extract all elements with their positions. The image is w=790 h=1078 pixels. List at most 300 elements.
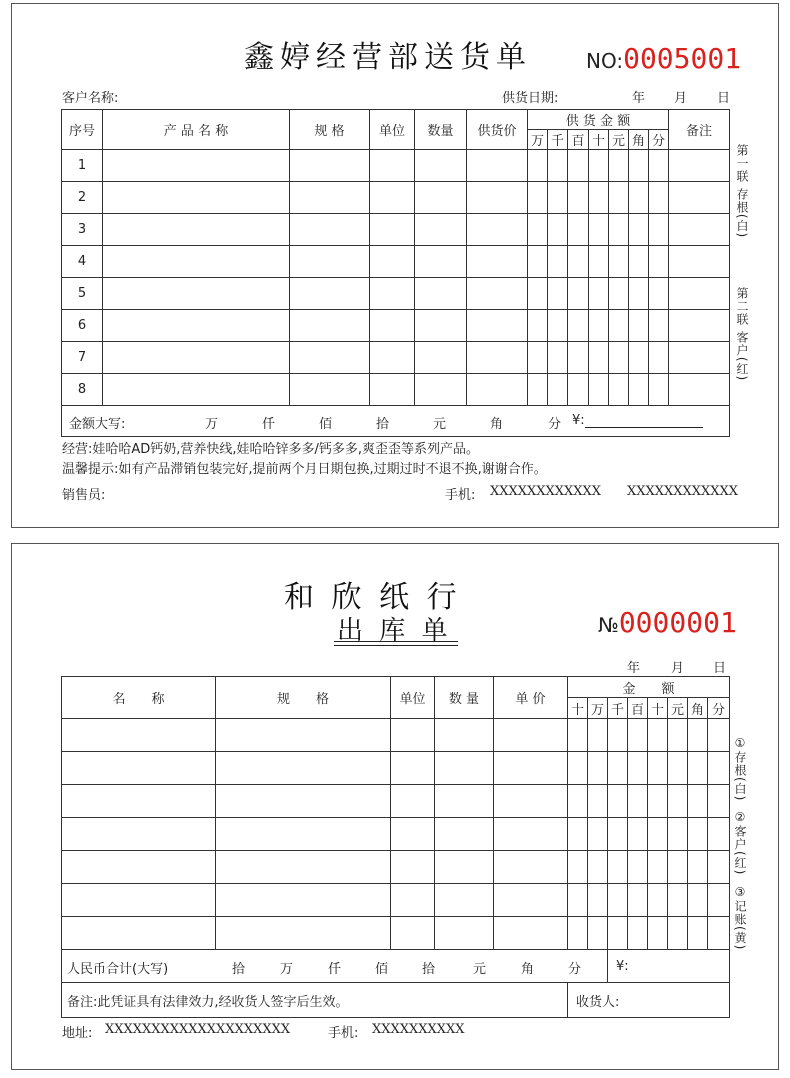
digit-header: 分 (708, 698, 730, 719)
total-yen-cell[interactable] (608, 950, 730, 983)
entry-cell[interactable] (370, 310, 415, 342)
table-row (62, 785, 730, 818)
form-subtitle: 出 库 单 (337, 616, 452, 646)
entry-cell[interactable] (669, 182, 730, 214)
digit-header: 万 (528, 130, 548, 150)
entry-cell[interactable] (548, 310, 568, 342)
entry-cell[interactable] (370, 342, 415, 374)
header-remark: 备注 (669, 110, 730, 150)
digit-header: 分 (649, 130, 669, 150)
entry-cell[interactable] (216, 851, 391, 884)
entry-cell[interactable] (370, 278, 415, 310)
entry-cell[interactable] (628, 785, 648, 818)
row-number: 1 (62, 150, 103, 182)
serial-label: № (598, 613, 619, 637)
entry-cell[interactable] (688, 917, 708, 950)
entry-cell[interactable] (568, 342, 589, 374)
entry-cell[interactable] (609, 342, 629, 374)
total-unit: 元 (433, 417, 447, 432)
entry-cell[interactable] (370, 374, 415, 406)
entry-cell[interactable] (668, 851, 688, 884)
entry-cell[interactable] (628, 818, 648, 851)
total-unit: 佰 (319, 417, 333, 432)
digit-header: 千 (548, 130, 568, 150)
header-spec: 规 格 (216, 677, 391, 719)
entry-cell[interactable] (609, 182, 629, 214)
entry-cell[interactable] (568, 917, 588, 950)
entry-cell[interactable] (588, 785, 608, 818)
entry-cell[interactable] (568, 246, 589, 278)
entry-cell[interactable] (629, 310, 649, 342)
entry-cell[interactable] (290, 246, 370, 278)
entry-cell[interactable] (415, 246, 467, 278)
entry-cell[interactable] (589, 214, 609, 246)
subtitle-underline (334, 641, 458, 642)
entry-cell[interactable] (629, 182, 649, 214)
header-price: 单 价 (494, 677, 568, 719)
row-number: 6 (62, 310, 103, 342)
table-row (62, 150, 730, 182)
phone-number: XXXXXXXXXX (372, 1022, 465, 1037)
entry-cell[interactable] (648, 884, 668, 917)
entry-cell[interactable] (648, 719, 668, 752)
table-row (62, 278, 730, 310)
entry-cell[interactable] (370, 150, 415, 182)
entry-cell[interactable] (528, 182, 548, 214)
remark-cell: 备注:此凭证具有法律效力,经收货人签字后生效。 (62, 983, 568, 1018)
header-qty: 数 量 (435, 677, 494, 719)
entry-cell[interactable] (435, 752, 494, 785)
entry-cell[interactable] (435, 719, 494, 752)
entry-cell[interactable] (589, 374, 609, 406)
digit-header: 百 (628, 698, 648, 719)
entry-cell[interactable] (669, 374, 730, 406)
entry-cell[interactable] (708, 752, 730, 785)
total-unit: 分 (548, 417, 562, 432)
entry-cell[interactable] (370, 246, 415, 278)
copy-label-2: 第二联 客户(红) (735, 287, 749, 382)
entry-cell[interactable] (290, 150, 370, 182)
entry-cell[interactable] (608, 818, 628, 851)
entry-cell[interactable] (528, 374, 548, 406)
row-number: 2 (62, 182, 103, 214)
entry-cell[interactable] (494, 884, 568, 917)
entry-cell[interactable] (391, 884, 435, 917)
entry-cell[interactable] (216, 785, 391, 818)
entry-cell[interactable] (648, 785, 668, 818)
entry-cell[interactable] (467, 374, 528, 406)
row-number: 5 (62, 278, 103, 310)
items-table (61, 109, 730, 437)
entry-cell[interactable] (668, 752, 688, 785)
entry-cell[interactable] (648, 818, 668, 851)
copy-label-3: ③记账(黄) (733, 885, 747, 951)
entry-cell[interactable] (103, 278, 290, 310)
form-title: 鑫婷经营部送货单 (244, 40, 532, 75)
address-value: XXXXXXXXXXXXXXXXXXXX (105, 1022, 291, 1037)
digit-header: 百 (568, 130, 589, 150)
phone-number-1: XXXXXXXXXXXX (490, 484, 602, 499)
entry-cell[interactable] (568, 214, 589, 246)
phone-label: 手机: (445, 488, 476, 503)
yen-label: ¥: (572, 413, 585, 428)
serial-number (598, 606, 737, 639)
entry-cell[interactable] (290, 342, 370, 374)
entry-cell[interactable] (467, 150, 528, 182)
digit-header: 十 (568, 698, 588, 719)
entry-cell[interactable] (548, 278, 568, 310)
entry-cell[interactable] (568, 150, 589, 182)
entry-cell[interactable] (528, 214, 548, 246)
entry-cell[interactable] (668, 917, 688, 950)
entry-cell[interactable] (649, 342, 669, 374)
entry-cell[interactable] (103, 150, 290, 182)
yen-label: ¥: (616, 958, 629, 974)
entry-cell[interactable] (589, 278, 609, 310)
entry-cell[interactable] (415, 278, 467, 310)
entry-cell[interactable] (467, 278, 528, 310)
entry-cell[interactable] (62, 752, 216, 785)
entry-cell[interactable] (290, 278, 370, 310)
entry-cell[interactable] (548, 182, 568, 214)
entry-cell[interactable] (415, 310, 467, 342)
entry-cell[interactable] (290, 182, 370, 214)
entry-cell[interactable] (608, 785, 628, 818)
customer-name-label: 客户名称: (62, 91, 119, 106)
delivery-note-form (11, 3, 779, 528)
entry-cell[interactable] (62, 884, 216, 917)
entry-cell[interactable] (435, 884, 494, 917)
header-spec: 规 格 (290, 110, 370, 150)
entry-cell[interactable] (528, 342, 548, 374)
entry-cell[interactable] (589, 150, 609, 182)
entry-cell[interactable] (588, 917, 608, 950)
entry-cell[interactable] (568, 884, 588, 917)
row-number: 3 (62, 214, 103, 246)
serial-value: 0000001 (618, 606, 737, 639)
total-unit: 拾 (422, 962, 436, 977)
total-unit: 分 (568, 962, 582, 977)
entry-cell[interactable] (415, 342, 467, 374)
entry-cell[interactable] (467, 342, 528, 374)
entry-cell[interactable] (494, 752, 568, 785)
entry-cell[interactable] (629, 342, 649, 374)
phone-number-2: XXXXXXXXXXXX (627, 484, 739, 499)
total-unit: 仟 (262, 417, 276, 432)
entry-cell[interactable] (435, 917, 494, 950)
entry-cell[interactable] (708, 917, 730, 950)
entry-cell[interactable] (629, 246, 649, 278)
header-unit: 单位 (370, 110, 415, 150)
entry-cell[interactable] (588, 818, 608, 851)
entry-cell[interactable] (688, 719, 708, 752)
date-year: 年 (632, 91, 646, 106)
header-qty: 数量 (415, 110, 467, 150)
serial-value: 0005001 (623, 42, 742, 75)
entry-cell[interactable] (568, 182, 589, 214)
entry-cell[interactable] (588, 752, 608, 785)
entry-cell[interactable] (62, 719, 216, 752)
digit-header: 千 (608, 698, 628, 719)
total-unit: 角 (521, 962, 535, 977)
entry-cell[interactable] (548, 150, 568, 182)
entry-cell[interactable] (649, 182, 669, 214)
table-row (62, 719, 730, 752)
entry-cell[interactable] (435, 785, 494, 818)
entry-cell[interactable] (62, 851, 216, 884)
entry-cell[interactable] (649, 374, 669, 406)
total-unit: 拾 (376, 417, 390, 432)
entry-cell[interactable] (609, 278, 629, 310)
entry-cell[interactable] (391, 719, 435, 752)
digit-header: 万 (588, 698, 608, 719)
row-number: 4 (62, 246, 103, 278)
entry-cell[interactable] (216, 917, 391, 950)
entry-cell[interactable] (688, 851, 708, 884)
total-unit: 佰 (375, 962, 389, 977)
total-unit: 元 (473, 962, 487, 977)
total-yen-label (572, 413, 703, 428)
entry-cell[interactable] (103, 374, 290, 406)
entry-cell[interactable] (628, 884, 648, 917)
entry-cell[interactable] (568, 752, 588, 785)
entry-cell[interactable] (216, 884, 391, 917)
total-unit: 万 (280, 962, 294, 977)
entry-cell[interactable] (608, 884, 628, 917)
entry-cell[interactable] (528, 310, 548, 342)
entry-cell[interactable] (668, 785, 688, 818)
entry-cell[interactable] (609, 310, 629, 342)
entry-cell[interactable] (649, 150, 669, 182)
entry-cell[interactable] (628, 851, 648, 884)
entry-cell[interactable] (370, 182, 415, 214)
date-month: 月 (674, 91, 688, 106)
entry-cell[interactable] (669, 246, 730, 278)
entry-cell[interactable] (668, 818, 688, 851)
entry-cell[interactable] (708, 719, 730, 752)
entry-cell[interactable] (588, 851, 608, 884)
total-unit: 角 (490, 417, 504, 432)
subtitle-underline (334, 645, 458, 646)
entry-cell[interactable] (589, 182, 609, 214)
entry-cell[interactable] (494, 851, 568, 884)
entry-cell[interactable] (608, 917, 628, 950)
entry-cell[interactable] (391, 917, 435, 950)
entry-cell[interactable] (391, 752, 435, 785)
business-note: 经营:娃哈哈AD钙奶,营养快线,娃哈哈锌多多/钙多多,爽歪歪等系列产品。 (62, 442, 480, 457)
total-row (62, 950, 608, 983)
entry-cell[interactable] (688, 785, 708, 818)
entry-cell[interactable] (609, 246, 629, 278)
total-in-words-label: 人民币合计(大写) (67, 962, 169, 977)
entry-cell[interactable] (548, 214, 568, 246)
entry-cell[interactable] (649, 214, 669, 246)
total-unit: 拾 (232, 962, 246, 977)
entry-cell[interactable] (103, 182, 290, 214)
entry-cell[interactable] (216, 818, 391, 851)
entry-cell[interactable] (648, 851, 668, 884)
entry-cell[interactable] (103, 246, 290, 278)
entry-cell[interactable] (688, 884, 708, 917)
serial-number (586, 42, 741, 75)
table-row (62, 342, 730, 374)
supply-date-label: 供货日期: (502, 91, 559, 106)
entry-cell[interactable] (568, 374, 589, 406)
entry-cell[interactable] (548, 342, 568, 374)
entry-cell[interactable] (609, 374, 629, 406)
entry-cell[interactable] (649, 310, 669, 342)
entry-cell[interactable] (370, 214, 415, 246)
entry-cell[interactable] (568, 785, 588, 818)
header-name: 名 称 (62, 677, 216, 719)
items-table (61, 676, 730, 1018)
entry-cell[interactable] (528, 246, 548, 278)
entry-cell[interactable] (415, 182, 467, 214)
entry-cell[interactable] (494, 719, 568, 752)
entry-cell[interactable] (588, 884, 608, 917)
entry-cell[interactable] (568, 310, 589, 342)
header-amount: 金 额 (568, 677, 730, 698)
header-seq: 序号 (62, 110, 103, 150)
entry-cell[interactable] (648, 752, 668, 785)
entry-cell[interactable] (629, 214, 649, 246)
total-in-words-label: 金额大写: (69, 417, 126, 432)
entry-cell[interactable] (62, 818, 216, 851)
entry-cell[interactable] (103, 214, 290, 246)
entry-cell[interactable] (628, 719, 648, 752)
entry-cell[interactable] (62, 785, 216, 818)
copy-label-1: ①存根(白) (733, 736, 747, 802)
entry-cell[interactable] (415, 214, 467, 246)
table-row (62, 917, 730, 950)
entry-cell[interactable] (708, 851, 730, 884)
reminder-note: 温馨提示:如有产品滞销包装完好,提前两个月日期包换,过期过时不退不换,谢谢合作。 (62, 462, 547, 477)
row-number: 7 (62, 342, 103, 374)
entry-cell[interactable] (608, 719, 628, 752)
entry-cell[interactable] (494, 917, 568, 950)
entry-cell[interactable] (568, 278, 589, 310)
header-amount: 供 货 金 额 (528, 110, 669, 130)
digit-header: 角 (688, 698, 708, 719)
entry-cell[interactable] (708, 785, 730, 818)
entry-cell[interactable] (548, 374, 568, 406)
salesperson-label: 销售员: (62, 488, 106, 503)
entry-cell[interactable] (103, 342, 290, 374)
entry-cell[interactable] (435, 818, 494, 851)
total-row (62, 406, 730, 437)
table-row (62, 374, 730, 406)
entry-cell[interactable] (669, 278, 730, 310)
entry-cell[interactable] (548, 246, 568, 278)
entry-cell[interactable] (588, 719, 608, 752)
table-row (62, 752, 730, 785)
entry-cell[interactable] (467, 214, 528, 246)
entry-cell[interactable] (668, 884, 688, 917)
serial-label: NO: (586, 49, 624, 73)
entry-cell[interactable] (528, 278, 548, 310)
entry-cell[interactable] (649, 278, 669, 310)
entry-cell[interactable] (708, 818, 730, 851)
entry-cell[interactable] (589, 342, 609, 374)
entry-cell[interactable] (669, 342, 730, 374)
entry-cell[interactable] (391, 818, 435, 851)
entry-cell[interactable] (216, 752, 391, 785)
digit-header: 角 (629, 130, 649, 150)
entry-cell[interactable] (103, 310, 290, 342)
entry-cell[interactable] (568, 851, 588, 884)
copy-label-1: 第一联 存根(白) (735, 144, 749, 239)
entry-cell[interactable] (609, 214, 629, 246)
entry-cell[interactable] (608, 851, 628, 884)
entry-cell[interactable] (391, 851, 435, 884)
entry-cell[interactable] (568, 818, 588, 851)
digit-header: 十 (589, 130, 609, 150)
entry-cell[interactable] (494, 818, 568, 851)
entry-cell[interactable] (62, 917, 216, 950)
entry-cell[interactable] (568, 719, 588, 752)
table-row (62, 214, 730, 246)
form-title: 和 欣 纸 行 (284, 580, 461, 615)
entry-cell[interactable] (467, 182, 528, 214)
entry-cell[interactable] (290, 310, 370, 342)
entry-cell[interactable] (494, 785, 568, 818)
entry-cell[interactable] (629, 278, 649, 310)
entry-cell[interactable] (528, 150, 548, 182)
entry-cell[interactable] (708, 884, 730, 917)
entry-cell[interactable] (648, 917, 668, 950)
total-unit: 仟 (328, 962, 342, 977)
entry-cell[interactable] (669, 150, 730, 182)
entry-cell[interactable] (688, 818, 708, 851)
header-unit: 单位 (391, 677, 435, 719)
table-row (62, 310, 730, 342)
address-label: 地址: (62, 1026, 93, 1041)
entry-cell[interactable] (669, 310, 730, 342)
entry-cell[interactable] (688, 752, 708, 785)
entry-cell[interactable] (467, 246, 528, 278)
entry-cell[interactable] (589, 246, 609, 278)
entry-cell[interactable] (629, 374, 649, 406)
entry-cell[interactable] (608, 752, 628, 785)
entry-cell[interactable] (290, 214, 370, 246)
total-unit: 万 (205, 417, 219, 432)
date-day: 日 (713, 661, 727, 676)
entry-cell[interactable] (669, 214, 730, 246)
digit-header: 元 (609, 130, 629, 150)
total-amount-line[interactable] (585, 415, 703, 428)
receiver-signature-cell[interactable]: 收货人: (568, 983, 730, 1018)
entry-cell[interactable] (649, 246, 669, 278)
entry-cell[interactable] (628, 752, 648, 785)
entry-cell[interactable] (668, 719, 688, 752)
entry-cell[interactable] (589, 310, 609, 342)
entry-cell[interactable] (290, 374, 370, 406)
table-row (62, 246, 730, 278)
entry-cell[interactable] (216, 719, 391, 752)
entry-cell[interactable] (609, 150, 629, 182)
entry-cell[interactable] (629, 150, 649, 182)
row-number: 8 (62, 374, 103, 406)
table-row (62, 851, 730, 884)
entry-cell[interactable] (415, 150, 467, 182)
copy-label-2: ②客户(红) (733, 810, 747, 876)
date-day: 日 (717, 91, 731, 106)
entry-cell[interactable] (391, 785, 435, 818)
entry-cell[interactable] (628, 917, 648, 950)
entry-cell[interactable] (467, 310, 528, 342)
entry-cell[interactable] (415, 374, 467, 406)
entry-cell[interactable] (435, 851, 494, 884)
